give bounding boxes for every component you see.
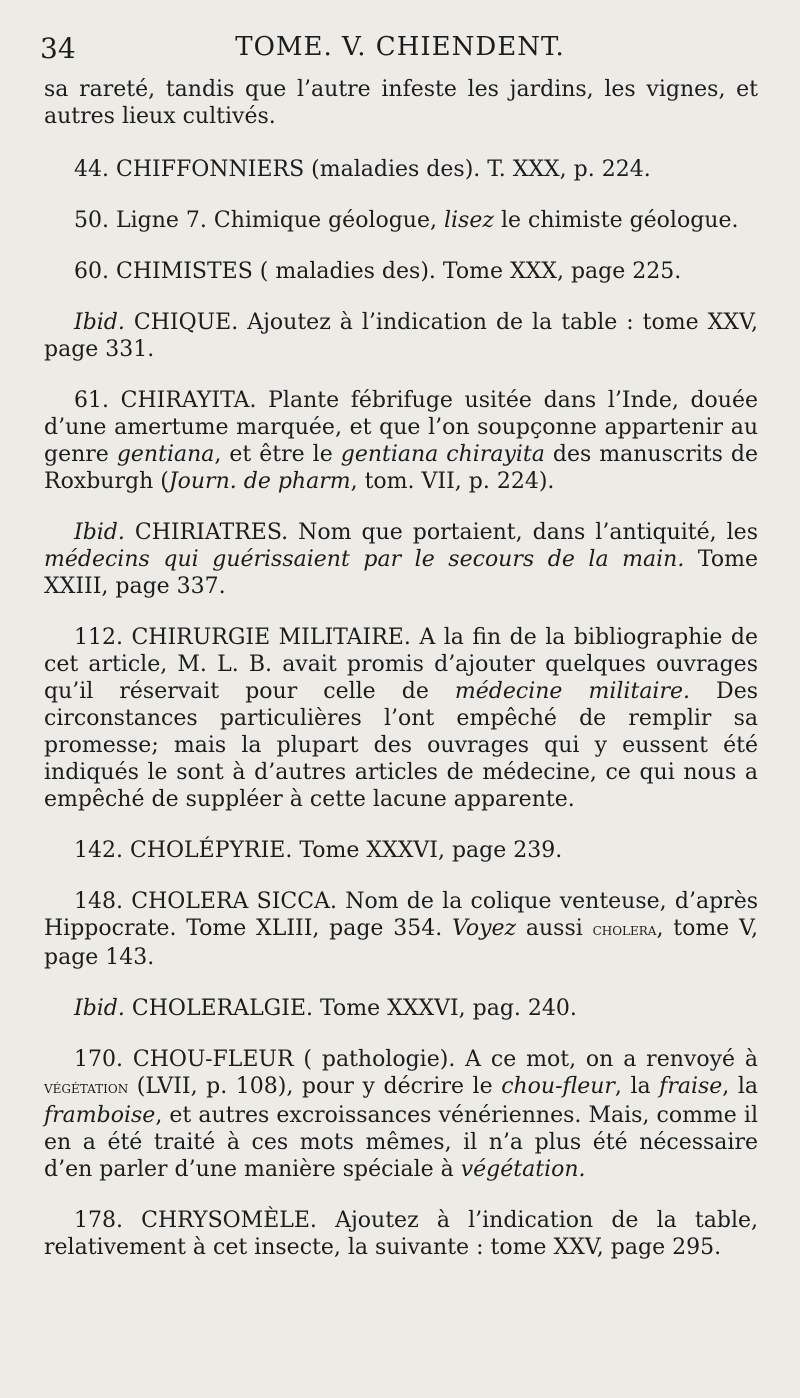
entry-number: 170. (74, 1047, 123, 1072)
entry-text: le chimiste géologue. (493, 208, 739, 233)
entry-italic: Journ. de pharm (168, 469, 351, 494)
entry-italic: gentiana (116, 442, 215, 467)
entry-chirurgie-militaire (44, 624, 758, 813)
entry-number: 178. (74, 1208, 123, 1233)
entry-text: , et autres excroissances vénériennes. Mais, comme il en a été traité à ces mots mêmes, il n’a plus été nécessaire d’en parler d’une manière spéciale à (44, 1103, 758, 1182)
entry-small-caps: végétation (44, 1078, 129, 1098)
entry-text: Plante fébrifuge usitée dans l’Inde, douée d’une amertume marquée, et que l’on soupçonne appartenir au genre (44, 388, 758, 467)
entry-title: CHOLERALGIE. (131, 996, 313, 1021)
page-header (40, 32, 760, 72)
entry-title: CHIRURGIE MILITAIRE. (131, 625, 411, 650)
entry-title: CHIQUE. (133, 310, 239, 335)
entry-text: Nom que portaient, dans l’antiquité, les (288, 520, 758, 545)
entry-ligne-7 (44, 207, 758, 234)
entry-title: CHIRIATRES. (134, 520, 289, 545)
entry-text: , la (614, 1074, 660, 1099)
entry-text: Tome XXIII, page 337. (44, 547, 758, 599)
entry-number: 61. (74, 388, 109, 413)
entry-cholepyrie (44, 837, 758, 864)
entry-text: , la (722, 1074, 758, 1099)
entry-number: 142. (74, 838, 123, 863)
page-number: 34 (40, 32, 76, 65)
entry-text: , tom. VII, p. 224). (350, 469, 555, 494)
entry-italic: végétation. (460, 1157, 586, 1182)
entry-chrysomele (44, 1207, 758, 1261)
entry-italic: médecine militaire. (454, 679, 690, 704)
entry-title: CHRYSOMÈLE. (141, 1208, 317, 1233)
entry-number: 60. (74, 259, 109, 284)
entry-text: ( pathologie). A ce mot, on a renvoyé à (293, 1047, 758, 1072)
entry-number: 112. (74, 625, 123, 650)
entry-chimistes (44, 258, 758, 285)
entry-choleralgie (44, 995, 758, 1022)
entry-text: Nom de la colique venteuse, d’après Hippocrate. Tome XLIII, page 354. (44, 889, 758, 941)
entry-italic: framboise (44, 1103, 156, 1128)
entry-text: , tome V, page 143. (44, 916, 759, 970)
running-title: TOME. V. CHIENDENT. (235, 32, 565, 62)
entry-number: Ibid. (74, 520, 125, 545)
entry-text: (maladies des). T. XXX, p. 224. (304, 157, 651, 182)
entry-title: CHIRAYITA. (120, 388, 257, 413)
entry-title: CHOLERA SICCA. (131, 889, 337, 914)
entry-text: aussi (516, 916, 593, 941)
entry-cholera-sicca (44, 888, 758, 971)
entry-number: 148. (74, 889, 123, 914)
entry-italic: lisez (443, 208, 494, 233)
entry-italic: gentiana chirayita (340, 442, 545, 467)
entry-chique (44, 309, 758, 363)
entry-text: Tome XXXVI, page 239. (292, 838, 563, 863)
entry-text: Ajoutez à l’indication de la table, relativement à cet insecte, la suivante : tome XXV, page 295. (44, 1208, 758, 1260)
entry-text: ( maladies des). Tome XXX, page 225. (252, 259, 682, 284)
entry-text: Tome XXXVI, pag. 240. (313, 996, 577, 1021)
entry-small-caps: cholera (592, 920, 657, 940)
entry-italic: Voyez (451, 916, 517, 941)
entry-chou-fleur (44, 1046, 758, 1183)
entry-number: 44. (74, 157, 109, 182)
entry-title: CHOLÉPYRIE. (129, 838, 293, 863)
entry-text: Ajoutez à l’indication de la table : tome XXV, page 331. (44, 310, 758, 362)
entry-text: A la fin de la bibliographie de cet article, M. L. B. avait promis d’ajouter quelques ouvrages qu’il réservait pour celle de (44, 625, 758, 704)
entry-number: Ibid. (74, 310, 125, 335)
entry-text: Ligne 7. Chimique géologue, (116, 208, 444, 233)
entry-italic: fraise (659, 1074, 723, 1099)
entry-text: (LVII, p. 108), pour y décrire le (128, 1074, 502, 1099)
entry-number: Ibid. (74, 996, 125, 1021)
page-body (44, 76, 758, 1261)
entry-text: des manuscrits de Roxburgh ( (44, 442, 759, 494)
entry-text: Des circonstances particulières l’ont empêché de remplir sa promesse; mais la plupart des ouvrages qui y eussent été indiqués le sont à d’autres articles de médecine, ce qui nous a empêché de suppléer à cette lacune apparente. (44, 679, 758, 812)
entry-title: CHOU-FLEUR (132, 1047, 294, 1072)
entry-chiffonniers (44, 156, 758, 183)
entry-chiriatres (44, 519, 758, 600)
entry-title: CHIMISTES (116, 259, 253, 284)
entry-title: CHIFFONNIERS (116, 157, 305, 182)
entry-italic: médecins qui guérissaient par le secours de la main. (44, 547, 685, 572)
entry-text: , et être le (214, 442, 341, 467)
entry-chirayita (44, 387, 758, 495)
entry-number: 50. (74, 208, 109, 233)
entry-italic: chou-fleur (501, 1074, 615, 1099)
continuation-paragraph: sa rareté, tandis que l’autre infeste les jardins, les vignes, et autres lieux cultivés. (44, 77, 758, 129)
